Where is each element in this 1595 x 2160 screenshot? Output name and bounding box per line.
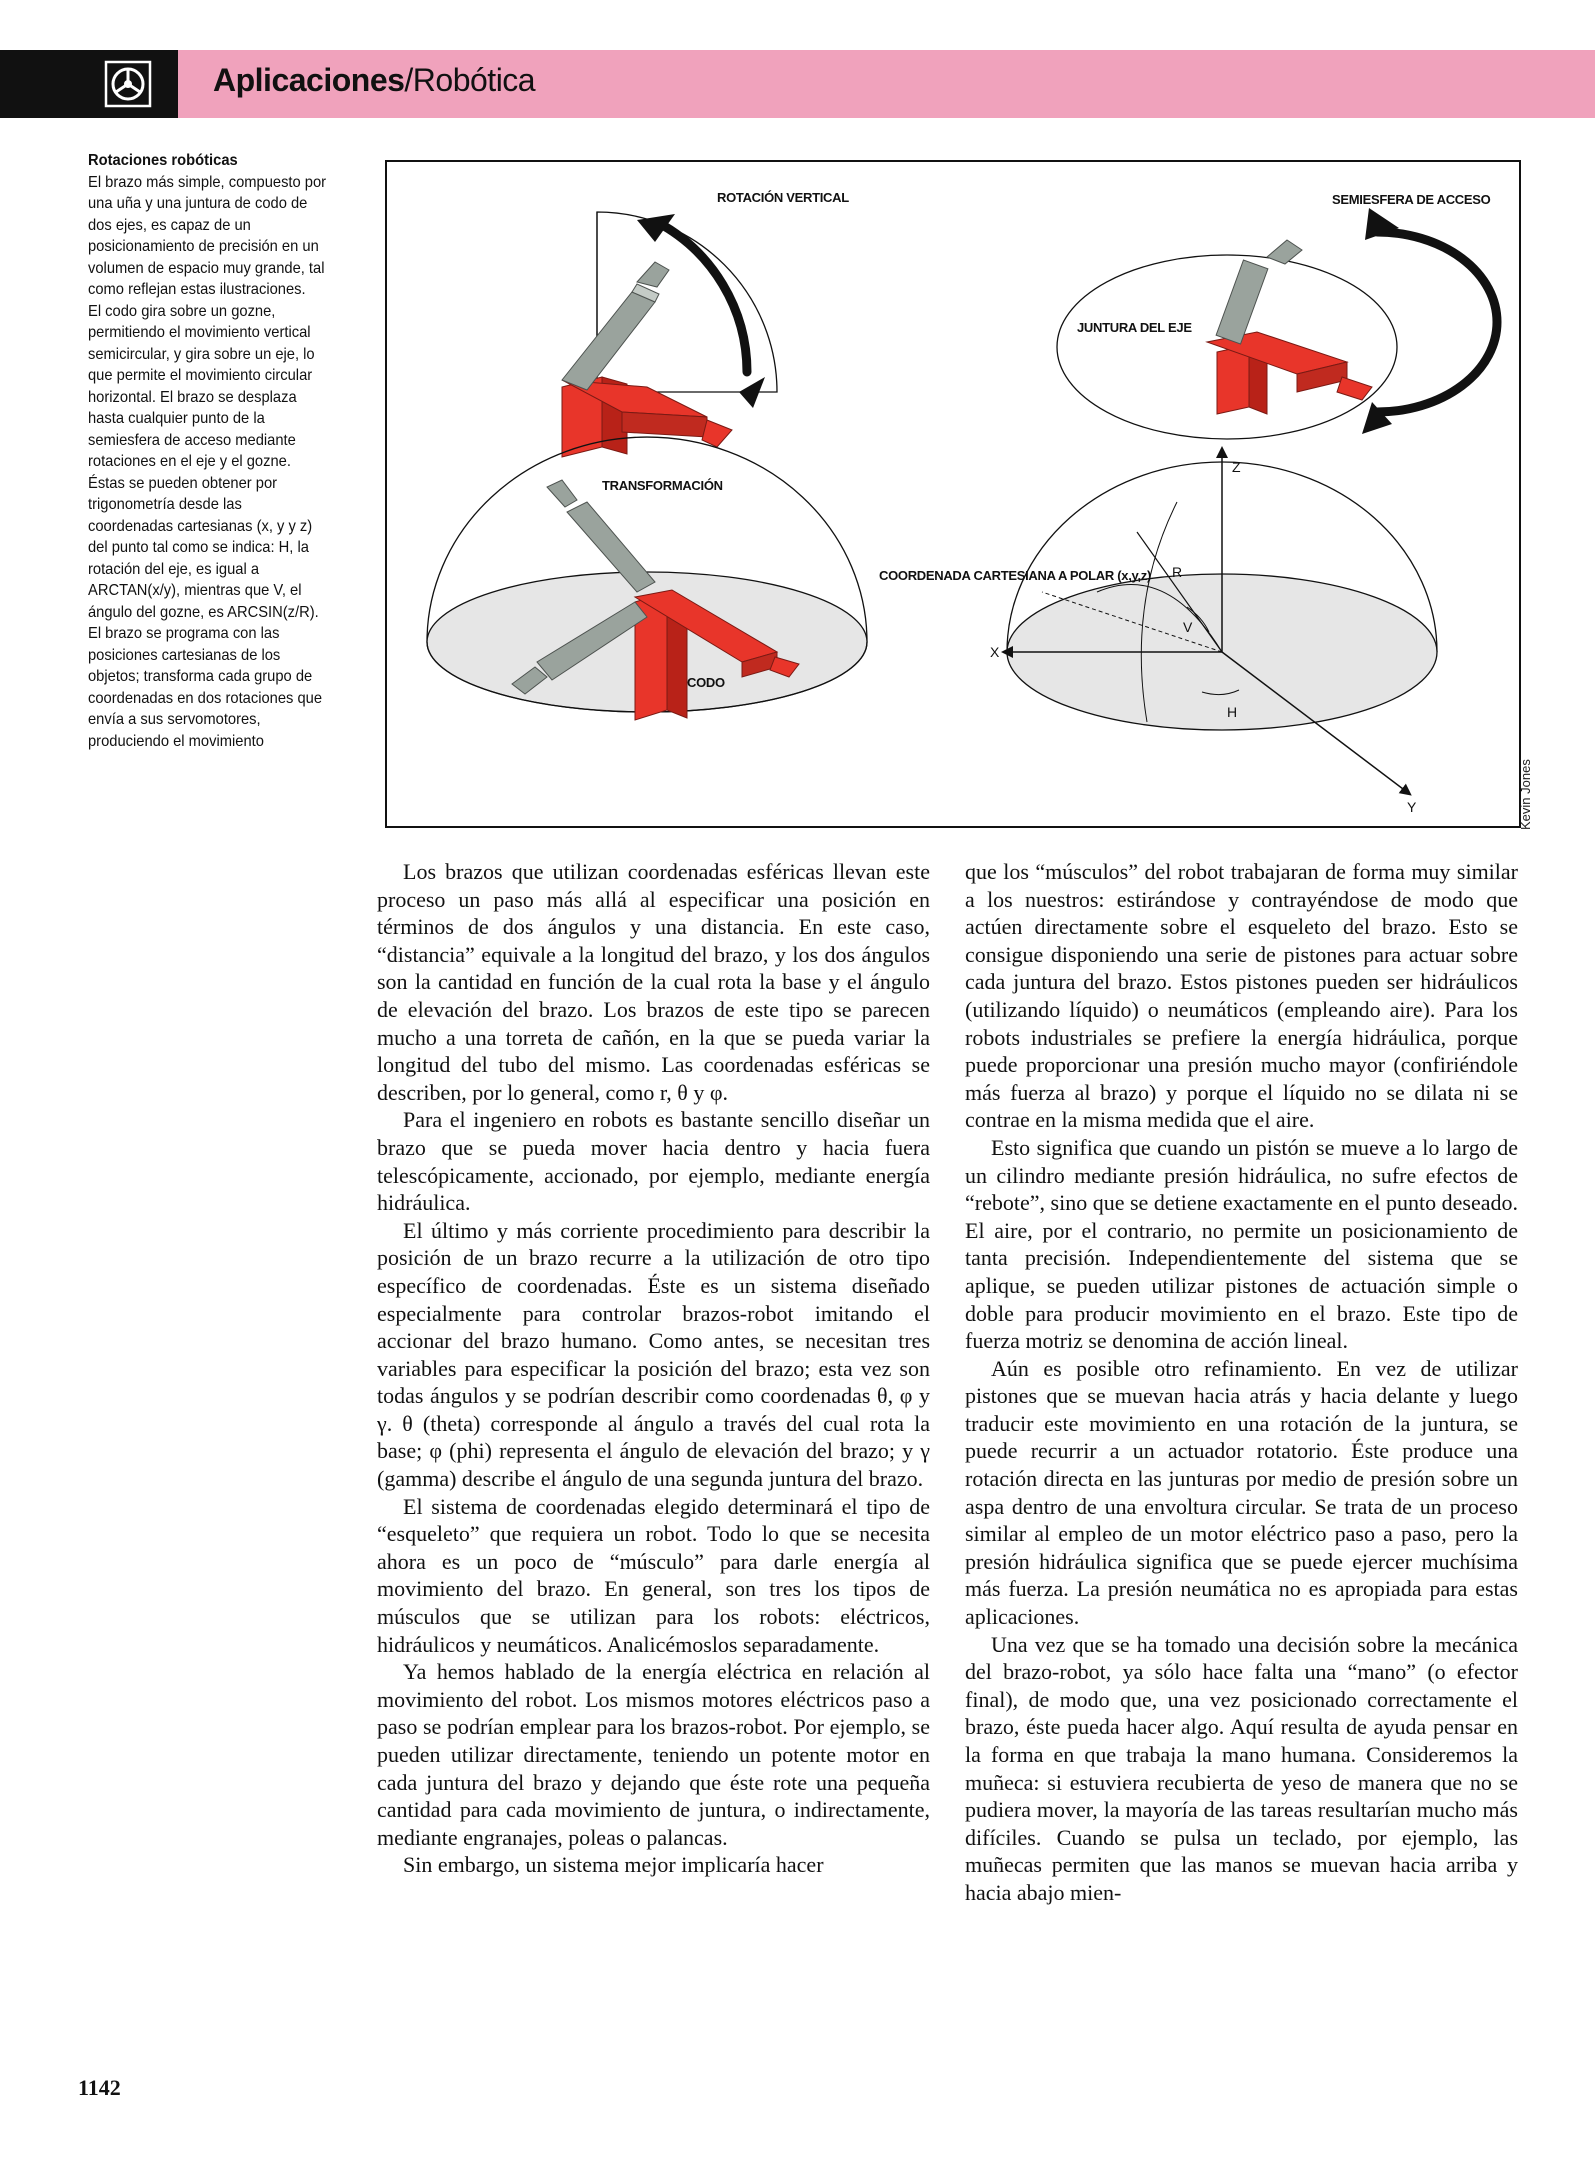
panel-access-hemisphere: [1057, 192, 1497, 439]
label-codo: CODO: [687, 675, 725, 690]
col1-paragraph-2: Para el ingeniero en robots es bastante sencillo diseñar un brazo que se pueda mover hacia dentro y hacia fuera telescópicamente, accionado, por ejemplo, mediante energía hidráulica.: [377, 1107, 930, 1216]
label-juntura: JUNTURA DEL EJE: [1077, 320, 1192, 335]
axis-v-label: V: [1183, 619, 1193, 635]
robot-arm-figure: [385, 160, 1521, 828]
body-column-2: [965, 858, 1518, 1907]
section-name: Aplicaciones: [213, 62, 405, 98]
col1-paragraph-5: Ya hemos hablado de la energía eléctrica en relación al movimiento del robot. Los mismos motores eléctricos paso a paso se podrían emplear para los brazos-robot. Por ejemplo, se pueden utilizar directamente, teniendo un potente motor en cada juntura del brazo y dejando que éste rote una pequeña cantidad para cada movimiento de juntura, o indirectamente, mediante engranajes, poleas o palancas.: [377, 1659, 930, 1850]
axis-h-label: H: [1227, 704, 1238, 720]
col1-paragraph-4: El sistema de coordenadas elegido determinará el tipo de “esqueleto” que requiera un robot. Todo lo que se necesita ahora es un poco de “músculo” para darle energía al movimiento del brazo. En general, son tres los tipos de músculos que se utilizan para los robots: eléctricos, hidráulicos y neumáticos. Analicémoslos separadamente.: [377, 1493, 930, 1657]
col1-paragraph-1: Los brazos que utilizan coordenadas esféricas llevan este proceso un paso más allá al especificar una posición en términos de dos ángulos y una distancia. En este caso, “distancia” equivale a la longitud del brazo, y los dos ángulos son la cantidad en función de la cual rota la base y el ángulo de elevación del brazo. Los brazos de este tipo se parecen mucho a una torreta de cañón, en la que se pueda variar la longitud del tubo del mismo. Las coordenadas esféricas se describen, por lo general, como r, θ y φ.: [377, 859, 930, 1105]
label-semiesfera: SEMIESFERA DE ACCESO: [1332, 192, 1491, 207]
col2-paragraph-3: Aún es posible otro refinamiento. En vez de utilizar pistones que se muevan hacia atrás y hacia delante y luego traducir este movimiento en una rotación de la juntura, se puede recurrir a un actuador rotatorio. Éste produce una rotación directa en las junturas por medio de presión sobre un aspa dentro de una envoltura circular. Se trata de un proceso similar al empleo de un motor eléctrico paso a paso, pero la presión hidráulica significa que se puede ejercer muchísima más fuerza. La presión neumática no es apropiada para estas aplicaciones.: [965, 1355, 1518, 1630]
axis-z-label: Z: [1232, 459, 1241, 475]
axis-r-label: R: [1172, 564, 1183, 580]
subsection-name: Robótica: [412, 62, 536, 98]
panel-vertical-rotation: [562, 190, 849, 493]
col2-paragraph-1: que los “músculos” del robot trabajaran de forma muy similar a los nuestros: estirándose y contrayéndose de modo que actúen directamente sobre el esqueleto del brazo. Esto se consigue disponiendo una serie de pistones para actuar sobre cada juntura del brazo. Estos pistones pueden ser hidráulicos (utilizando líquido) o neumáticos (empleando aire). Para los robots industriales se prefiere la energía hidráulica, porque puede proporcionar una presión mucho mayor (confiriéndole más fuerza al brazo) y porque el líquido no se dilata ni se contrae en la misma medida que el aire.: [965, 859, 1518, 1133]
body-column-1: [377, 858, 930, 1879]
axis-y-label: Y: [1407, 799, 1417, 815]
label-rotacion-vertical: ROTACIÓN VERTICAL: [717, 190, 849, 205]
sidebar-caption: [88, 150, 329, 752]
label-coordenada: COORDENADA CARTESIANA A POLAR (x,y,z): [879, 568, 1152, 583]
panel-cartesian-polar: [879, 452, 1437, 815]
label-transformacion: TRANSFORMACIÓN: [602, 478, 723, 493]
sidebar-paragraph-2: El codo gira sobre un gozne, permitiendo el movimiento vertical semicircular, y gira sobre un eje, lo que permite el movimiento circular horizontal. El brazo se desplaza hasta cualquier punto de la semiesfera de acceso mediante rotaciones en el eje y el gozne. Éstas se pueden obtener por trigonometría desde las coordenadas cartesianas (x, y y z) del punto tal como se indica: H, la rotación del eje, es igual a ARCTAN(x/y), mientras que V, el ángulo del gozne, es ARCSIN(z/R). El brazo se programa con las posiciones cartesianas de los objetos; transforma cada grupo de coordenadas en dos rotaciones que envía a sus servomotores, produciendo el movimiento: [88, 302, 323, 750]
gear-circle-icon: [104, 60, 152, 108]
axis-x-label: X: [990, 644, 1000, 660]
page-title: [213, 62, 535, 99]
figure-illustration: [387, 162, 1519, 826]
sidebar-paragraph-1: El brazo más simple, compuesto por una uña y una juntura de codo de dos ejes, es capaz de un posicionamiento de precisión en un volumen de espacio muy grande, tal como reflejan estas ilustraciones.: [88, 173, 327, 298]
col2-paragraph-2: Esto significa que cuando un pistón se mueve a lo largo de un cilindro mediante presión hidráulica, no sufre efectos de “rebote”, sino que se detiene exactamente en el punto deseado. El aire, por el contrario, no permite un posicionamiento de tanta precisión. Independientemente del sistema que se aplique, se pueden utilizar pistones de actuación simple o doble para producir movimiento en el brazo. Este tipo de fuerza motriz se denomina de acción lineal.: [965, 1134, 1518, 1354]
illustration-credit: Kevin Jones: [1518, 759, 1533, 830]
col2-paragraph-4: Una vez que se ha tomado una decisión sobre la mecánica del brazo-robot, ya sólo hace falta una “mano” (o efector final), de modo que, una vez posicionado correctamente el brazo, éste pueda hacer algo. Aquí resulta de ayuda pensar en la forma en que trabaja la mano humana. Consideremos la muñeca: si estuviera recubierta de yeso de manera que no se pudiera mover, la mayoría de las tareas resultarían mucho más difíciles. Cuando se pulsa un teclado, por ejemplo, las muñecas permiten que las manos se muevan hacia arriba y hacia abajo mien-: [965, 1631, 1518, 1905]
col1-paragraph-6: Sin embargo, un sistema mejor implicaría hacer: [403, 1852, 824, 1878]
col1-paragraph-3: El último y más corriente procedimiento para describir la posición de un brazo recurre a la utilización de otro tipo específico de coordenadas. Éste es un sistema diseñado especialmente para controlar brazos-robot imitando el accionar del brazo humano. Como antes, se necesitan tres variables para especificar la posición del brazo; esta vez son todas ángulos y se podrían describir como coordenadas θ, φ y γ. θ (theta) corresponde al ángulo a través del cual rota la base; φ (phi) representa el ángulo de elevación del brazo; y γ (gamma) describe el ángulo de una segunda juntura del brazo.: [377, 1217, 930, 1492]
page-number: 1142: [78, 2075, 121, 2100]
title-separator: /: [404, 62, 413, 98]
sidebar-title: Rotaciones robóticas: [88, 152, 238, 169]
